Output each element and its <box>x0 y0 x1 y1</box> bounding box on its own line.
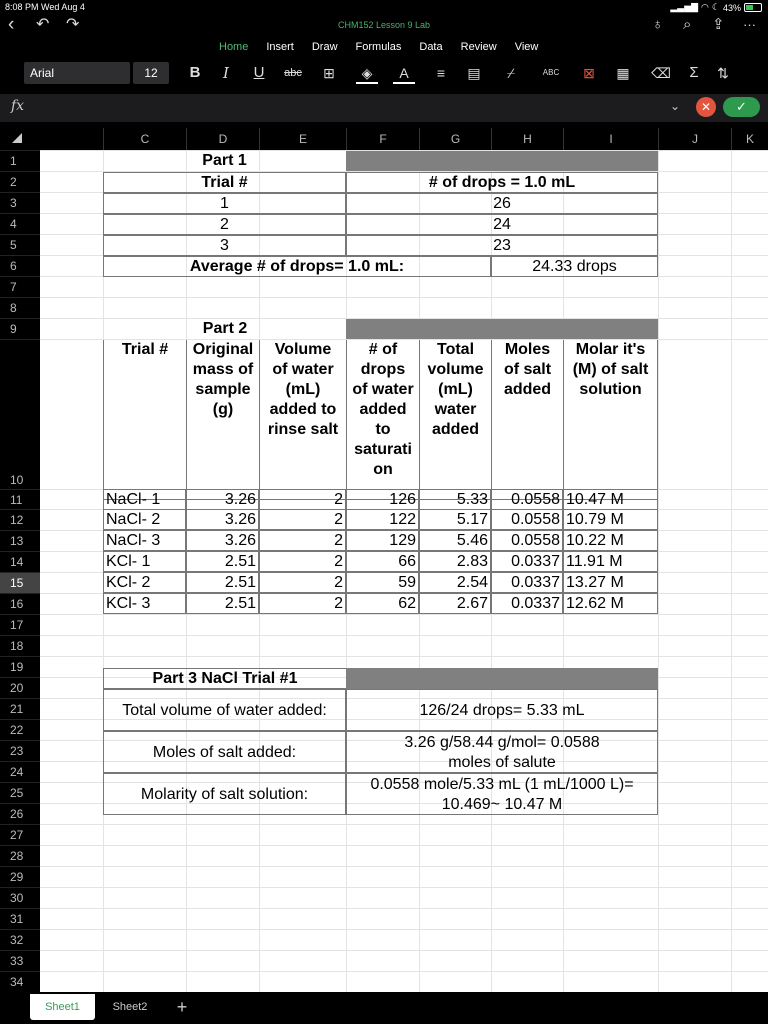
row-header-8[interactable]: 8 <box>0 297 40 318</box>
part2-cell-r3-c5[interactable]: 5.46 <box>419 530 491 551</box>
row-header-6[interactable]: 6 <box>0 255 40 276</box>
toolbar <box>0 60 768 87</box>
row-header-31[interactable]: 31 <box>0 908 40 929</box>
part2-header-col-3[interactable] <box>259 340 346 500</box>
fx-icon: fx <box>11 98 25 114</box>
part2-cell-r3-c3[interactable]: 2 <box>259 530 346 551</box>
row-header-21[interactable]: 21 <box>0 698 40 719</box>
part3-label-volume[interactable]: Total volume of water added: <box>103 689 346 731</box>
part2-cell-r3-c2[interactable]: 3.26 <box>186 530 259 551</box>
underline-icon[interactable]: U <box>253 64 265 81</box>
part1-trial-1[interactable]: 1 <box>103 193 346 214</box>
part2-cell-r6-c5[interactable]: 2.67 <box>419 593 491 614</box>
column-header <box>0 128 768 150</box>
part2-cell-r1-c4[interactable]: 126 <box>346 489 419 510</box>
select-all-icon[interactable] <box>12 133 22 143</box>
row-header-24[interactable]: 24 <box>0 761 40 782</box>
part2-cell-r6-c1[interactable]: KCl- 3 <box>103 593 186 614</box>
part1-trial-header[interactable]: Trial # <box>103 172 346 193</box>
part2-header-line: of water <box>352 381 414 398</box>
part2-cell-r1-c2[interactable]: 3.26 <box>186 489 259 510</box>
strikethrough-icon[interactable]: abc <box>284 67 302 79</box>
spreadsheet-grid[interactable] <box>40 150 768 992</box>
clear-format-icon[interactable]: ⌿ <box>506 65 516 81</box>
part2-cell-r6-c6[interactable]: 0.0337 <box>491 593 563 614</box>
part1-trial-3[interactable]: 3 <box>103 235 346 256</box>
part2-header-line: added to <box>269 401 337 418</box>
row-header-12[interactable]: 12 <box>0 509 40 530</box>
part2-cell-r2-c6[interactable]: 0.0558 <box>491 509 563 530</box>
row-header-14[interactable]: 14 <box>0 551 40 572</box>
part3-value-molarity[interactable] <box>346 773 658 815</box>
row-header-27[interactable]: 27 <box>0 824 40 845</box>
borders-icon[interactable]: ⊞ <box>323 65 335 81</box>
tab-formulas[interactable]: Formulas <box>355 41 402 53</box>
add-sheet-icon[interactable]: + <box>176 997 188 1017</box>
row-header-22[interactable]: 22 <box>0 719 40 740</box>
part2-header-line: volume <box>427 361 484 378</box>
col-header-h[interactable]: H <box>491 128 563 150</box>
part2-header-col-5[interactable] <box>419 340 491 500</box>
part2-header-line: Total <box>436 341 475 358</box>
part2-cell-r2-c3[interactable]: 2 <box>259 509 346 530</box>
search-icon[interactable]: ⌕ <box>683 16 692 33</box>
part2-cell-r5-c5[interactable]: 2.54 <box>419 572 491 593</box>
undo-icon[interactable]: ↶ <box>36 16 50 33</box>
part2-cell-r5-c7[interactable]: 13.27 M <box>563 572 658 593</box>
font-size-select[interactable]: 12 <box>133 62 169 84</box>
part2-cell-r6-c2[interactable]: 2.51 <box>186 593 259 614</box>
part2-header-line: added <box>431 421 480 438</box>
row-header-28[interactable]: 28 <box>0 845 40 866</box>
part2-cell-r4-c4[interactable]: 66 <box>346 551 419 572</box>
number-format-icon[interactable]: ABC <box>542 68 560 77</box>
row-header-18[interactable]: 18 <box>0 635 40 656</box>
part2-header-line: on <box>373 461 393 478</box>
formula-bar <box>0 94 768 122</box>
part2-header-line: added <box>359 401 407 418</box>
delete-cells-icon[interactable]: ⊠ <box>583 65 595 81</box>
status-bar <box>0 0 768 14</box>
row-header-17[interactable]: 17 <box>0 614 40 635</box>
part2-cell-r2-c1[interactable]: NaCl- 2 <box>103 509 186 530</box>
part1-title[interactable]: Part 1 <box>202 152 247 169</box>
part2-cell-r3-c4[interactable]: 129 <box>346 530 419 551</box>
sheet-tab-sheet2[interactable]: Sheet2 <box>112 1001 148 1013</box>
confirm-button[interactable]: ✓ <box>723 97 760 117</box>
part2-cell-r4-c7[interactable]: 11.91 M <box>563 551 658 572</box>
sort-filter-icon[interactable]: ⇅ <box>717 65 729 81</box>
part2-header-col-1[interactable] <box>103 340 186 500</box>
part3-value-molarity-line1: 0.0558 mole/5.33 mL (1 mL/1000 L)= <box>370 776 634 793</box>
italic-icon[interactable]: I <box>223 64 229 82</box>
part2-cell-r6-c4[interactable]: 62 <box>346 593 419 614</box>
part2-header-line: water <box>434 401 477 418</box>
part1-drops-1[interactable]: 26 <box>346 193 658 214</box>
back-icon[interactable]: ‹ <box>8 14 15 35</box>
gridline-vertical <box>658 150 659 992</box>
tab-review[interactable]: Review <box>460 41 497 53</box>
part3-title[interactable]: Part 3 NaCl Trial #1 <box>103 668 346 689</box>
part2-header-line: of salt <box>503 361 552 378</box>
part2-cell-r3-c7[interactable]: 10.22 M <box>563 530 658 551</box>
part3-value-moles[interactable] <box>346 731 658 773</box>
part2-cell-r1-c3[interactable]: 2 <box>259 489 346 510</box>
part2-title[interactable]: Part 2 <box>202 320 248 337</box>
lightbulb-icon[interactable]: ♁ <box>652 16 664 33</box>
part2-header-col-7[interactable] <box>563 340 658 500</box>
part2-cell-r4-c1[interactable]: KCl- 1 <box>103 551 186 572</box>
redo-icon[interactable]: ↷ <box>66 16 80 33</box>
row-header-20[interactable]: 20 <box>0 677 40 698</box>
part2-header-line: of water <box>272 361 334 378</box>
title-bar <box>0 14 768 40</box>
part2-header-line: saturati <box>354 441 412 458</box>
part2-header-line: (mL) <box>285 381 321 398</box>
battery-icon <box>744 3 762 12</box>
part2-header-line: sample <box>195 381 251 398</box>
format-cells-icon[interactable]: ▤ <box>467 65 481 81</box>
part2-header-line: Moles <box>504 341 551 358</box>
status-right <box>670 2 762 13</box>
part2-cell-r1-c6[interactable]: 0.0558 <box>491 489 563 510</box>
align-icon[interactable]: ≡ <box>436 65 446 81</box>
cancel-button[interactable]: ✕ <box>696 97 716 117</box>
part2-header-line: (g) <box>212 401 234 418</box>
part2-header-line: drops <box>360 361 406 378</box>
moon-icon: ☾ <box>711 2 720 12</box>
part2-cell-r2-c5[interactable]: 5.17 <box>419 509 491 530</box>
tab-view[interactable]: View <box>514 41 539 53</box>
row-header-11[interactable]: 11 <box>0 489 40 509</box>
row-header-13[interactable]: 13 <box>0 530 40 551</box>
part2-cell-r4-c6[interactable]: 0.0337 <box>491 551 563 572</box>
row-header-30[interactable]: 30 <box>0 887 40 908</box>
row-header <box>0 150 40 992</box>
insert-cells-icon[interactable]: ▦ <box>616 65 630 81</box>
part2-header-line: Molar it's <box>575 341 646 358</box>
row-header-25[interactable]: 25 <box>0 782 40 803</box>
col-header-d[interactable]: D <box>186 128 259 150</box>
row-header-16[interactable]: 16 <box>0 593 40 614</box>
bold-icon[interactable]: B <box>189 64 201 81</box>
part1-drops-2[interactable]: 24 <box>346 214 658 235</box>
status-time: 8:08 PM Wed Aug 4 <box>5 2 85 12</box>
part2-header-fill <box>346 319 658 339</box>
part1-drops-3[interactable]: 23 <box>346 235 658 256</box>
more-icon[interactable]: ··· <box>743 17 756 32</box>
battery-percent: 43% <box>722 2 741 13</box>
part2-header-line: to <box>375 421 391 438</box>
part2-cell-r4-c2[interactable]: 2.51 <box>186 551 259 572</box>
part2-cell-r5-c4[interactable]: 59 <box>346 572 419 593</box>
row-header-33[interactable]: 33 <box>0 950 40 971</box>
font-name-select[interactable]: Arial <box>24 62 130 84</box>
sheet-tab-sheet1[interactable]: Sheet1 <box>30 994 95 1020</box>
tab-draw[interactable]: Draw <box>311 41 338 53</box>
col-header-c[interactable]: C <box>103 128 186 150</box>
row-header-19[interactable]: 19 <box>0 656 40 677</box>
part2-header-line: Trial # <box>121 341 169 358</box>
part2-cell-r2-c4[interactable]: 122 <box>346 509 419 530</box>
row-header-15[interactable]: 15 <box>0 572 40 593</box>
part1-trial-2[interactable]: 2 <box>103 214 346 235</box>
row-header-29[interactable]: 29 <box>0 866 40 887</box>
gridline-vertical <box>731 150 732 992</box>
part2-header-line: (mL) <box>438 381 473 398</box>
part2-cell-r5-c1[interactable]: KCl- 2 <box>103 572 186 593</box>
row-header-23[interactable]: 23 <box>0 740 40 761</box>
ribbon-tabs <box>210 39 547 57</box>
share-icon[interactable]: ⇪ <box>712 16 725 33</box>
part1-average-label[interactable]: Average # of drops= 1.0 mL: <box>103 256 491 277</box>
tab-home[interactable]: Home <box>219 41 249 53</box>
part2-cell-r2-c2[interactable]: 3.26 <box>186 509 259 530</box>
tab-insert[interactable]: Insert <box>266 41 294 53</box>
fill-color-icon[interactable]: ◈ <box>356 62 378 84</box>
part2-cell-r3-c6[interactable]: 0.0558 <box>491 530 563 551</box>
row-header-26[interactable]: 26 <box>0 803 40 824</box>
part2-cell-r6-c7[interactable]: 12.62 M <box>563 593 658 614</box>
part2-cell-r4-c5[interactable]: 2.83 <box>419 551 491 572</box>
col-header-j[interactable]: J <box>658 128 731 150</box>
col-header-e[interactable]: E <box>259 128 346 150</box>
part2-header-line: added <box>503 381 552 398</box>
part1-header-fill <box>346 151 658 171</box>
row-header-34[interactable]: 34 <box>0 971 40 992</box>
part2-cell-r1-c1[interactable]: NaCl- 1 <box>103 489 186 510</box>
document-title: CHM152 Lesson 9 Lab <box>337 20 431 30</box>
part2-cell-r3-c1[interactable]: NaCl- 3 <box>103 530 186 551</box>
part2-header-line: # of <box>368 341 398 358</box>
part2-header-line: Original <box>192 341 254 358</box>
part2-header-line: mass of <box>192 361 254 378</box>
chevron-down-icon[interactable]: ⌄ <box>670 99 681 113</box>
part3-value-moles-line1: 3.26 g/58.44 g/mol= 0.0588 <box>404 734 600 751</box>
row-header-10[interactable]: 10 <box>0 339 40 489</box>
font-color-icon[interactable]: A <box>393 62 415 84</box>
sheet-tabs <box>0 994 768 1024</box>
part2-cell-r4-c3[interactable]: 2 <box>259 551 346 572</box>
part3-label-molarity[interactable]: Molarity of salt solution: <box>103 773 346 815</box>
part2-cell-r5-c2[interactable]: 2.51 <box>186 572 259 593</box>
part2-cell-r6-c3[interactable]: 2 <box>259 593 346 614</box>
row-header-7[interactable]: 7 <box>0 276 40 297</box>
part3-value-moles-line2: moles of salute <box>448 754 556 771</box>
part3-label-moles[interactable]: Moles of salt added: <box>103 731 346 773</box>
part2-header-line: rinse salt <box>267 421 339 438</box>
part2-cell-r5-c3[interactable]: 2 <box>259 572 346 593</box>
row-header-3[interactable]: 3 <box>0 192 40 213</box>
row-header-9[interactable]: 9 <box>0 318 40 339</box>
part2-cell-r5-c6[interactable]: 0.0337 <box>491 572 563 593</box>
part2-header-col-2[interactable] <box>186 340 259 500</box>
row-header-5[interactable]: 5 <box>0 234 40 255</box>
part3-value-volume[interactable]: 126/24 drops= 5.33 mL <box>346 689 658 731</box>
col-header-f[interactable]: F <box>346 128 419 150</box>
part2-header-line: Volume <box>274 341 332 358</box>
part2-cell-r1-c5[interactable]: 5.33 <box>419 489 491 510</box>
part2-header-line: solution <box>579 381 642 398</box>
row-header-4[interactable]: 4 <box>0 213 40 234</box>
row-header-1[interactable]: 1 <box>0 150 40 171</box>
part2-header-col-6[interactable] <box>491 340 563 500</box>
part2-header-col-4[interactable] <box>346 340 419 500</box>
part1-average-value[interactable]: 24.33 drops <box>491 256 658 277</box>
tab-data[interactable]: Data <box>419 41 443 53</box>
wifi-icon: ◠ <box>701 2 709 12</box>
part3-header-fill <box>346 668 658 689</box>
part1-drops-header[interactable]: # of drops = 1.0 mL <box>346 172 658 193</box>
col-header-g[interactable]: G <box>419 128 491 150</box>
part2-cell-r2-c7[interactable]: 10.79 M <box>563 509 658 530</box>
eraser-icon[interactable]: ⌫ <box>651 65 671 81</box>
row-header-32[interactable]: 32 <box>0 929 40 950</box>
col-header-k[interactable]: K <box>731 128 768 150</box>
autosum-icon[interactable]: Σ <box>689 64 699 81</box>
part2-header-line: (M) of salt <box>572 361 649 378</box>
part3-value-molarity-line2: 10.469~ 10.47 M <box>441 796 563 813</box>
row-header-2[interactable]: 2 <box>0 171 40 192</box>
signal-icon: ▂▃▅▇ <box>670 2 699 12</box>
col-header-i[interactable]: I <box>563 128 658 150</box>
part2-cell-r1-c7[interactable]: 10.47 M <box>563 489 658 510</box>
